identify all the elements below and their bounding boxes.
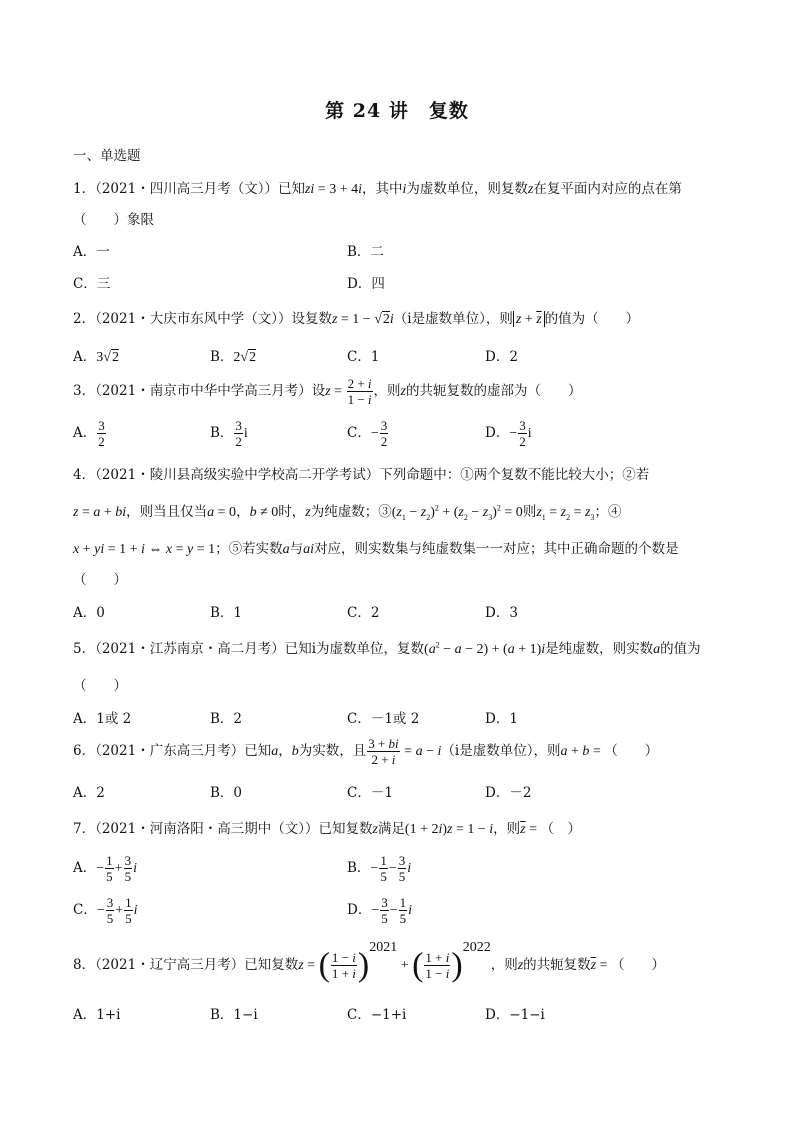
q4-option-c[interactable]: C．2: [347, 605, 380, 621]
q6-option-c[interactable]: C．－1: [347, 785, 393, 801]
q8-option-a[interactable]: A．1+i: [73, 1007, 121, 1023]
q5-option-b[interactable]: B．2: [210, 711, 243, 727]
question-4-line1: 4．（2021・陵川县高级实验中学校高二开学考试）下列命题中：①两个复数不能比较大小；②若: [73, 467, 650, 483]
q2-option-d[interactable]: D．2: [485, 349, 518, 365]
q8-option-b[interactable]: B．1−i: [210, 1007, 258, 1023]
q1-option-b[interactable]: B．二: [347, 244, 384, 260]
q5-option-a[interactable]: A．1或 2: [73, 711, 132, 727]
question-4-line2: z = a + bi，则当且仅当a = 0，b ≠ 0时，z为纯虚数；$③(z_1 - z_2)^2 + (z_2 - z_3)^2 = 0$则$z_1 = z_2 = z_3$；④: [73, 503, 622, 522]
q8-option-d[interactable]: D．−1−i: [485, 1007, 545, 1023]
q3-option-c[interactable]: C．− $\frac{3}{2}$: [347, 418, 388, 449]
q4-option-d[interactable]: D．3: [485, 605, 518, 621]
q7-option-c[interactable]: C．− $\frac{3}{5}$ + $\frac{1}{5}$ i: [73, 895, 138, 926]
question-4-line3: x + yi = 1 + i ⇔ x = y = 1；⑤若实数a与ai对应，则实数集与纯虚数集一一对应；其中正确命题的个数是: [73, 541, 679, 557]
q6-option-d[interactable]: D．－2: [485, 785, 532, 801]
question-1-line2: （ ）象限: [73, 212, 154, 228]
q7-option-b[interactable]: B．− $\frac{1}{5}$ − $\frac{3}{5}$ i: [347, 853, 412, 884]
q2-option-c[interactable]: C．1: [347, 349, 380, 365]
q8-option-c[interactable]: C．−1+i: [347, 1007, 407, 1023]
q1-option-d[interactable]: D．四: [347, 276, 385, 292]
question-5-stem: 5．（2021・江苏南京・高二月考）已知i为虚数单位，复数$(a^2 - a - 2) + (a + 1)i$是纯虚数，则实数a的值为: [73, 640, 701, 657]
q7-option-d[interactable]: D．− $\frac{3}{5}$ − $\frac{1}{5}$ i: [347, 895, 413, 926]
q4-option-b[interactable]: B．1: [210, 605, 243, 621]
q4-option-a[interactable]: A．0: [73, 605, 105, 621]
question-3-stem: 3．（2021・南京市中华中学高三月考）设z = $\frac{2 + i}{1 - i}$ ，则z的共轭复数的虚部为（ ）: [73, 376, 582, 407]
q7-option-a[interactable]: A．− $\frac{1}{5}$ + $\frac{3}{5}$ i: [73, 853, 137, 884]
q6-option-a[interactable]: A．2: [73, 785, 105, 801]
question-2-stem: 2．（2021・大庆市东风中学（文））设复数z = 1 − √2i（i是虚数单位），则 $z + \overline{z}$ 的值为（ ）: [73, 311, 640, 327]
q3-option-a[interactable]: A． $\frac{3}{2}$: [73, 418, 105, 449]
q3-option-b[interactable]: B． $\frac{3}{2}$ i: [210, 418, 248, 449]
q2-option-a[interactable]: A．3√2: [73, 349, 119, 365]
q2-option-b[interactable]: B．2√2: [210, 349, 257, 365]
question-6-stem: 6．（2021・广东高三月考）已知a，b为实数，且 $\frac{3 + bi}{2 + i}$ = a − i（i是虚数单位），则a + b = （ ）: [73, 736, 659, 767]
q6-option-b[interactable]: B．0: [210, 785, 243, 801]
q1-option-c[interactable]: C．三: [73, 276, 111, 292]
section-heading: 一、单选题: [73, 148, 141, 164]
question-5-line2: （ ）: [73, 678, 127, 694]
question-8-stem: 8．（2021・辽宁高三月考）已知复数z = ( $\frac{1 - i}{1 + i}$ )$^{2021}$ + ( $\frac{1 + i}{1 - i}$ )$^{2022}$，则z的共轭复数$\overline{z}$ = （ ）: [73, 940, 666, 984]
q5-option-d[interactable]: D．1: [485, 711, 518, 727]
page-title: 第 24 讲 复数: [325, 100, 469, 122]
q1-option-a[interactable]: A．一: [73, 244, 110, 260]
question-1-stem: 1．（2021・四川高三月考（文））已知zi = 3 + 4i，其中i为虚数单位，则复数z在复平面内对应的点在第: [73, 181, 682, 197]
question-4-line4: （ ）: [73, 572, 127, 588]
q3-option-d[interactable]: D．− $\frac{3}{2}$ i: [485, 418, 532, 449]
question-7-stem: 7．（2021・河南洛阳・高三期中（文））已知复数z满足(1 + 2i)z = 1 − i，则$\overline{z}$ = （ ）: [73, 821, 582, 837]
q5-option-c[interactable]: C．－1或 2: [347, 711, 420, 727]
